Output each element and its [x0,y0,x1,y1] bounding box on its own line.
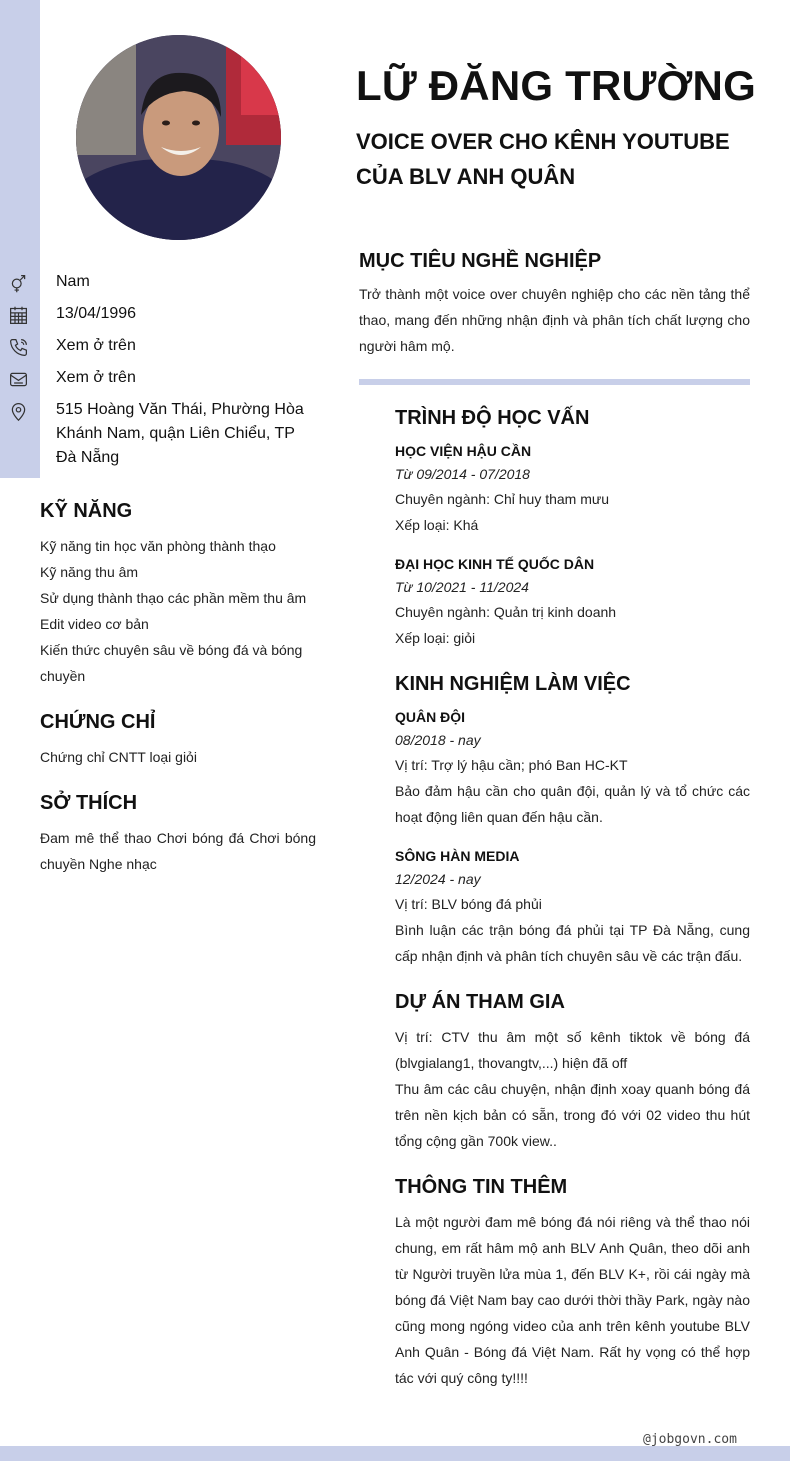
footer-accent-strip [0,1446,790,1461]
education-grade: Xếp loại: giỏi [395,630,476,646]
education-item [395,554,750,651]
education-grade: Xếp loại: Khá [395,517,479,533]
experience-position: Vị trí: BLV bóng đá phủi [395,896,542,912]
education-date: Từ 09/2014 - 07/2018 [395,466,530,482]
contact-email-value: Xem ở trên [56,369,136,386]
phone-icon [8,337,29,358]
education-date: Từ 10/2021 - 11/2024 [395,579,529,595]
job-title: VOICE OVER CHO KÊNH YOUTUBE CỦA BLV ANH QUÂN [356,129,730,189]
experience-title: KINH NGHIỆM LÀM VIỆC [395,673,631,695]
contact-birthday-value: 13/04/1996 [56,305,137,322]
experience-item [395,846,750,969]
experience-description: Bình luận các trận bóng đá phủi tại TP Đà Nẵng, cung cấp nhận định và phân tích chuyên sâu về các trận đấu. [395,922,750,964]
certificates-list [40,744,316,770]
experience-date: 08/2018 - nay [395,732,481,748]
location-pin-icon [8,401,29,422]
skills-title: KỸ NĂNG [40,500,133,522]
hobbies-text: Đam mê thể thao Chơi bóng đá Chơi bóng chuyền Nghe nhạc [40,830,316,872]
experience-description: Bảo đảm hậu cần cho quân đội, quản lý và tổ chức các hoạt động liên quan đến hậu cần. [395,783,750,825]
calendar-icon [8,305,29,326]
certificate-item: Chứng chỉ CNTT loại giỏi [40,749,197,765]
additional-info-text: Là một người đam mê bóng đá nói riêng và thể thao nói chung, em rất hâm mộ anh BLV Anh Quân, theo dõi anh từ Người truyền lửa mùa 1, đến BLV K+, rồi cái ngày mà bóng đá Việt Nam bay cao dưới thời thầy Park, ngày nào cũng mong ngóng video của anh trên kênh youtube BLV Anh Quân - Bóng đá Việt Nam. Rất hy vọng có thể hợp tác với quý công ty!!!! [395,1214,750,1386]
contact-address-value: 515 Hoàng Văn Thái, Phường Hòa Khánh Nam, quận Liên Chiểu, TP Đà Nẵng [56,401,304,466]
experience-item [395,707,750,830]
hobbies-title: SỞ THÍCH [40,792,138,814]
skill-item: Kỹ năng thu âm [40,564,139,580]
contact-address [0,398,320,470]
project-position: Vị trí: CTV thu âm một số kênh tiktok về bóng đá (blvgialang1, thovangtv,...) hiện đã off [395,1029,750,1071]
contact-gender [0,270,320,294]
additional-info-section [395,1209,750,1391]
skill-item: Edit video cơ bản [40,616,149,632]
contact-phone-value: Xem ở trên [56,337,136,354]
skills-list [40,533,316,689]
skill-item: Sử dụng thành thạo các phần mềm thu âm [40,590,307,606]
projects-title: DỰ ÁN THAM GIA [395,991,565,1013]
contact-email [0,366,320,390]
hobbies-section [40,825,316,877]
experience-company: QUÂN ĐỘI [395,709,465,725]
watermark: @jobgovn.com [643,1432,737,1447]
experience-position: Vị trí: Trợ lý hậu cần; phó Ban HC-KT [395,757,628,773]
education-school: ĐẠI HỌC KINH TẾ QUỐC DÂN [395,556,595,572]
contact-gender-value: Nam [56,273,90,290]
additional-info-title: THÔNG TIN THÊM [395,1176,568,1198]
objective-title: MỤC TIÊU NGHỀ NGHIỆP [359,250,602,272]
project-description: Thu âm các câu chuyện, nhận định xoay quanh bóng đá trên nền kịch bản có sẵn, trong đó với 02 video thu hút tổng cộng gần 700k view.. [395,1081,750,1149]
education-major: Chuyên ngành: Chỉ huy tham mưu [395,491,610,507]
experience-company: SÔNG HÀN MEDIA [395,848,520,864]
education-major: Chuyên ngành: Quản trị kinh doanh [395,604,617,620]
contact-phone [0,334,320,358]
education-school: HỌC VIỆN HẬU CẦN [395,443,532,459]
gender-icon [8,273,29,294]
contact-birthday [0,302,320,326]
education-title: TRÌNH ĐỘ HỌC VẤN [395,407,590,429]
projects-section [395,1024,750,1154]
experience-date: 12/2024 - nay [395,871,481,887]
avatar [76,35,281,240]
skill-item: Kiến thức chuyên sâu về bóng đá và bóng chuyền [40,642,303,684]
candidate-name: LỮ ĐĂNG TRƯỜNG [356,62,756,109]
avatar-photo [76,35,281,240]
certificates-title: CHỨNG CHỈ [40,711,156,733]
email-icon [8,369,29,390]
education-item [395,441,750,538]
skill-item: Kỹ năng tin học văn phòng thành thạo [40,538,276,554]
objective-text: Trở thành một voice over chuyên nghiệp cho các nền tảng thể thao, mang đến những nhận định và phân tích chất lượng cho người hâm mộ. [359,286,750,354]
section-divider [359,379,750,385]
